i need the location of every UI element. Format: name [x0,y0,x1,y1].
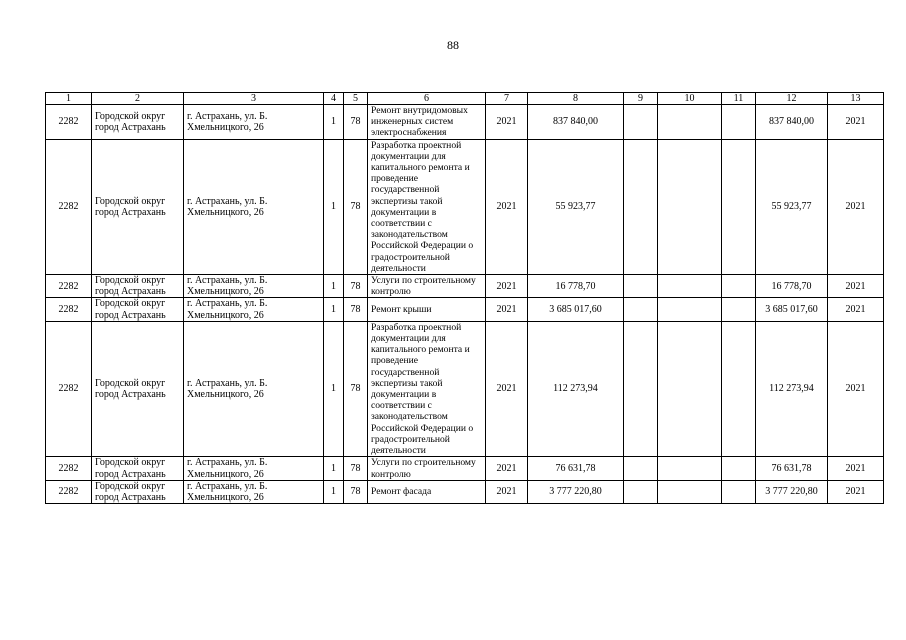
column-5-cell: 78 [344,105,368,140]
column-10-cell [658,457,722,480]
completion-year-cell: 2021 [828,457,884,480]
work-type-cell: Ремонт внутридомовых инженерных систем электроснабжения [368,105,486,140]
column-9-cell [624,480,658,503]
column-11-cell [722,275,756,298]
table-row [46,105,884,140]
column-10-cell [658,298,722,321]
year-cell: 2021 [486,321,528,456]
column-4-cell: 1 [324,321,344,456]
column-11-cell [722,139,756,274]
work-type-cell: Разработка проектной документации для капитального ремонта и проведение государственной экспертизы такой документации в соответствии с законодательством Российской Федерации о градостроительной деятельности [368,139,486,274]
work-type-cell: Ремонт крыши [368,298,486,321]
column-10-cell [658,105,722,140]
work-type-cell: Разработка проектной документации для капитального ремонта и проведение государственной экспертизы такой документации в соответствии с законодательством Российской Федерации о градостроительной деятельности [368,321,486,456]
row-id-cell: 2282 [46,298,92,321]
column-header: 5 [344,93,368,105]
column-10-cell [658,139,722,274]
column-10-cell [658,321,722,456]
column-9-cell [624,275,658,298]
completion-year-cell: 2021 [828,298,884,321]
row-id-cell: 2282 [46,480,92,503]
column-11-cell [722,105,756,140]
table-row [46,457,884,480]
municipality-cell: Городской округ город Астрахань [92,480,184,503]
column-9-cell [624,321,658,456]
column-4-cell: 1 [324,457,344,480]
column-header: 3 [184,93,324,105]
column-12-cell: 76 631,78 [756,457,828,480]
column-header: 13 [828,93,884,105]
address-cell: г. Астрахань, ул. Б. Хмельницкого, 26 [184,298,324,321]
table-row [46,298,884,321]
column-12-cell: 55 923,77 [756,139,828,274]
column-header: 11 [722,93,756,105]
completion-year-cell: 2021 [828,275,884,298]
column-5-cell: 78 [344,298,368,321]
address-cell: г. Астрахань, ул. Б. Хмельницкого, 26 [184,457,324,480]
column-4-cell: 1 [324,298,344,321]
address-cell: г. Астрахань, ул. Б. Хмельницкого, 26 [184,480,324,503]
column-5-cell: 78 [344,139,368,274]
column-4-cell: 1 [324,275,344,298]
row-id-cell: 2282 [46,275,92,298]
column-5-cell: 78 [344,275,368,298]
address-cell: г. Астрахань, ул. Б. Хмельницкого, 26 [184,139,324,274]
column-12-cell: 837 840,00 [756,105,828,140]
completion-year-cell: 2021 [828,321,884,456]
total-cost-cell: 3 685 017,60 [528,298,624,321]
total-cost-cell: 55 923,77 [528,139,624,274]
municipality-cell: Городской округ город Астрахань [92,139,184,274]
year-cell: 2021 [486,298,528,321]
municipality-cell: Городской округ город Астрахань [92,298,184,321]
column-9-cell [624,139,658,274]
column-11-cell [722,480,756,503]
address-cell: г. Астрахань, ул. Б. Хмельницкого, 26 [184,275,324,298]
address-cell: г. Астрахань, ул. Б. Хмельницкого, 26 [184,321,324,456]
municipality-cell: Городской округ город Астрахань [92,321,184,456]
total-cost-cell: 837 840,00 [528,105,624,140]
year-cell: 2021 [486,139,528,274]
column-5-cell: 78 [344,480,368,503]
column-header: 2 [92,93,184,105]
column-header: 4 [324,93,344,105]
row-id-cell: 2282 [46,457,92,480]
column-12-cell: 3 685 017,60 [756,298,828,321]
total-cost-cell: 112 273,94 [528,321,624,456]
completion-year-cell: 2021 [828,139,884,274]
column-9-cell [624,298,658,321]
column-11-cell [722,457,756,480]
column-5-cell: 78 [344,457,368,480]
year-cell: 2021 [486,275,528,298]
column-11-cell [722,298,756,321]
total-cost-cell: 76 631,78 [528,457,624,480]
work-type-cell: Услуги по строительному контролю [368,457,486,480]
column-9-cell [624,105,658,140]
row-id-cell: 2282 [46,105,92,140]
column-header: 6 [368,93,486,105]
column-9-cell [624,457,658,480]
column-4-cell: 1 [324,139,344,274]
column-10-cell [658,480,722,503]
column-5-cell: 78 [344,321,368,456]
table-body [46,105,884,504]
municipality-cell: Городской округ город Астрахань [92,275,184,298]
address-cell: г. Астрахань, ул. Б. Хмельницкого, 26 [184,105,324,140]
column-12-cell: 112 273,94 [756,321,828,456]
completion-year-cell: 2021 [828,105,884,140]
row-id-cell: 2282 [46,139,92,274]
column-12-cell: 3 777 220,80 [756,480,828,503]
year-cell: 2021 [486,457,528,480]
table-row [46,321,884,456]
row-id-cell: 2282 [46,321,92,456]
column-4-cell: 1 [324,480,344,503]
table-row [46,275,884,298]
work-type-cell: Услуги по строительному контролю [368,275,486,298]
column-header: 8 [528,93,624,105]
municipality-cell: Городской округ город Астрахань [92,105,184,140]
work-type-cell: Ремонт фасада [368,480,486,503]
column-number-row [46,93,884,105]
column-12-cell: 16 778,70 [756,275,828,298]
column-header: 9 [624,93,658,105]
column-header: 7 [486,93,528,105]
column-11-cell [722,321,756,456]
column-4-cell: 1 [324,105,344,140]
table-row [46,139,884,274]
municipality-cell: Городской округ город Астрахань [92,457,184,480]
total-cost-cell: 16 778,70 [528,275,624,298]
page-number: 88 [447,38,459,52]
repair-register-table [45,92,884,504]
column-10-cell [658,275,722,298]
year-cell: 2021 [486,105,528,140]
table-row [46,480,884,503]
column-header: 10 [658,93,722,105]
column-header: 1 [46,93,92,105]
completion-year-cell: 2021 [828,480,884,503]
total-cost-cell: 3 777 220,80 [528,480,624,503]
year-cell: 2021 [486,480,528,503]
column-header: 12 [756,93,828,105]
